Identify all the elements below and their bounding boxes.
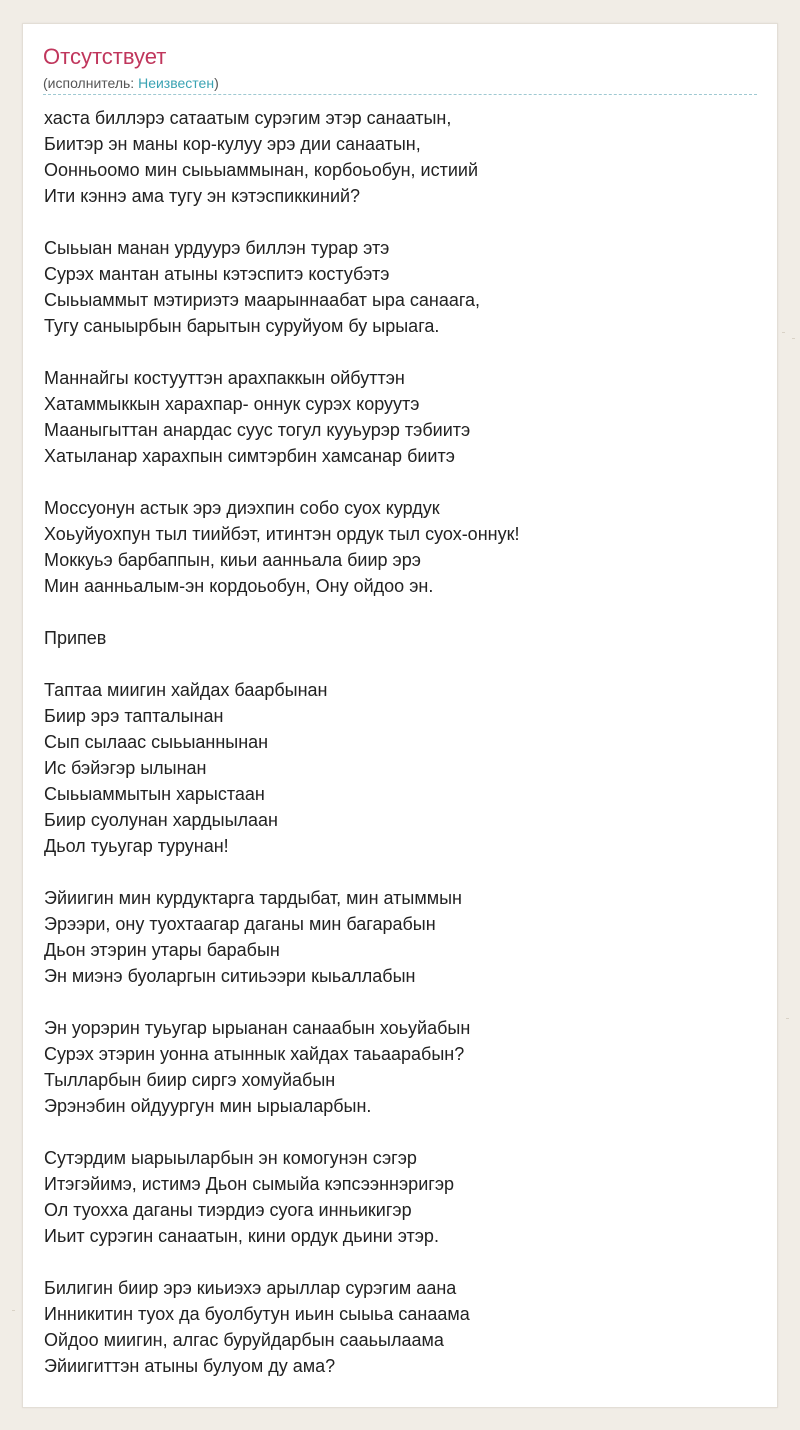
lyrics-stanza: [44, 365, 759, 469]
lyric-line: Хоьуйуохпун тыл тиийбэт, итинтэн ордук тыл суох-оннук!: [44, 524, 520, 544]
lyric-line: Ити кэннэ ама тугу эн кэтэспиккиний?: [44, 186, 361, 206]
lyric-line: Инникитин туох да буолбутун иьин сыыьа санаама: [44, 1304, 470, 1324]
lyric-line: Дьон этэрин утары барабын: [44, 940, 280, 960]
lyric-line: хаста биллэрэ сатаатым сурэгим этэр санаатын,: [44, 108, 452, 128]
lyric-line: Припев: [44, 628, 107, 648]
lyric-line: Сып сылаас сыьыаннынан: [44, 732, 269, 752]
lyric-line: Оонньоомо мин сыьыаммынан, корбоьобун, истиий: [44, 160, 479, 180]
lyrics-stanza: [44, 1145, 759, 1249]
lyrics-body: [44, 105, 759, 1405]
lyric-line: Хатыланар харахпын симтэрбин хамсанар биитэ: [44, 446, 455, 466]
lyric-line: Итэгэйимэ, истимэ Дьон сымыйа кэпсээннэригэр: [44, 1174, 455, 1194]
lyric-line: Эрэнэбин ойдуургун мин ырыаларбын.: [44, 1096, 372, 1116]
lyric-line: Биитэр эн маны кор-кулуу эрэ дии санаатын,: [44, 134, 421, 154]
lyrics-stanza: [44, 625, 759, 651]
lyric-line: Тылларбын биир сиргэ хомуйабын: [44, 1070, 336, 1090]
lyric-line: Билигин биир эрэ киьиэхэ арыллар сурэгим аана: [44, 1278, 457, 1298]
lyric-line: Сыьыаммыт мэтириэтэ маарыннаабат ыра санаага,: [44, 290, 481, 310]
title-divider: [43, 94, 757, 95]
lyric-line: Сурэх этэрин уонна атыннык хайдах таьаарабын?: [44, 1044, 465, 1064]
artist-link[interactable]: Неизвестен: [138, 75, 215, 91]
lyric-line: Сыьыан манан урдуурэ биллэн турар этэ: [44, 238, 390, 258]
song-title: Отсутствует: [43, 44, 167, 69]
artist-prefix: (исполнитель:: [43, 75, 139, 91]
artist-suffix: ): [214, 75, 219, 91]
lyric-line: Эн уорэрин туьугар ырыанан санаабын хоьуйабын: [44, 1018, 471, 1038]
lyric-line: Мааныгыттан анардас суус тогул кууьурэр тэбиитэ: [44, 420, 471, 440]
lyric-line: Сутэрдим ыарыыларбын эн комогунэн сэгэр: [44, 1148, 417, 1168]
lyric-line: Сыьыаммытын харыстаан: [44, 784, 265, 804]
lyric-line: Эйиигин мин курдуктарга тардыбат, мин атыммын: [44, 888, 462, 908]
lyric-line: Ойдоо миигин, алгас буруйдарбын сааьылаама: [44, 1330, 444, 1350]
lyrics-stanza: [44, 677, 759, 859]
lyric-line: Биир эрэ тапталынан: [44, 706, 224, 726]
lyric-line: Иьит сурэгин санаатын, кини ордук дьини этэр.: [44, 1226, 439, 1246]
lyrics-card: [22, 23, 778, 1408]
artist-line: [43, 74, 219, 92]
lyric-line: Маннайгы костууттэн арахпаккын ойбуттэн: [44, 368, 405, 388]
lyric-line: Биир суолунан хардыылаан: [44, 810, 278, 830]
lyric-line: Ол туохха даганы тиэрдиэ суога инньикигэр: [44, 1200, 412, 1220]
lyrics-stanza: [44, 885, 759, 989]
lyrics-stanza: [44, 235, 759, 339]
lyric-line: Мин аанньалым-эн кордоьобун, Ону ойдоо эн.: [44, 576, 434, 596]
lyric-line: Эйиигиттэн атыны булуом ду ама?: [44, 1356, 336, 1376]
lyrics-stanza: [44, 1275, 759, 1379]
lyric-line: Ис бэйэгэр ылынан: [44, 758, 207, 778]
lyrics-stanza: [44, 495, 759, 599]
lyric-line: Тугу саныырбын барытын суруйуом бу ырыага.: [44, 316, 440, 336]
lyric-line: Моккуьэ барбаппын, киьи аанньала биир эрэ: [44, 550, 421, 570]
lyrics-stanza: [44, 1015, 759, 1119]
lyrics-stanza: [44, 105, 759, 209]
lyric-line: Моссуонун астык эрэ диэхпин собо суох курдук: [44, 498, 440, 518]
lyric-line: Сурэх мантан атыны кэтэспитэ костубэтэ: [44, 264, 390, 284]
lyric-line: Дьол туьугар турунан!: [44, 836, 229, 856]
lyric-line: Хатаммыккын харахпар- оннук сурэх коруутэ: [44, 394, 420, 414]
lyric-line: Эн миэнэ буоларгын ситиьээри кыьаллабын: [44, 966, 416, 986]
lyric-line: Таптаа миигин хайдах баарбынан: [44, 680, 328, 700]
lyric-line: Эрээри, ону туохтаагар даганы мин багарабын: [44, 914, 436, 934]
